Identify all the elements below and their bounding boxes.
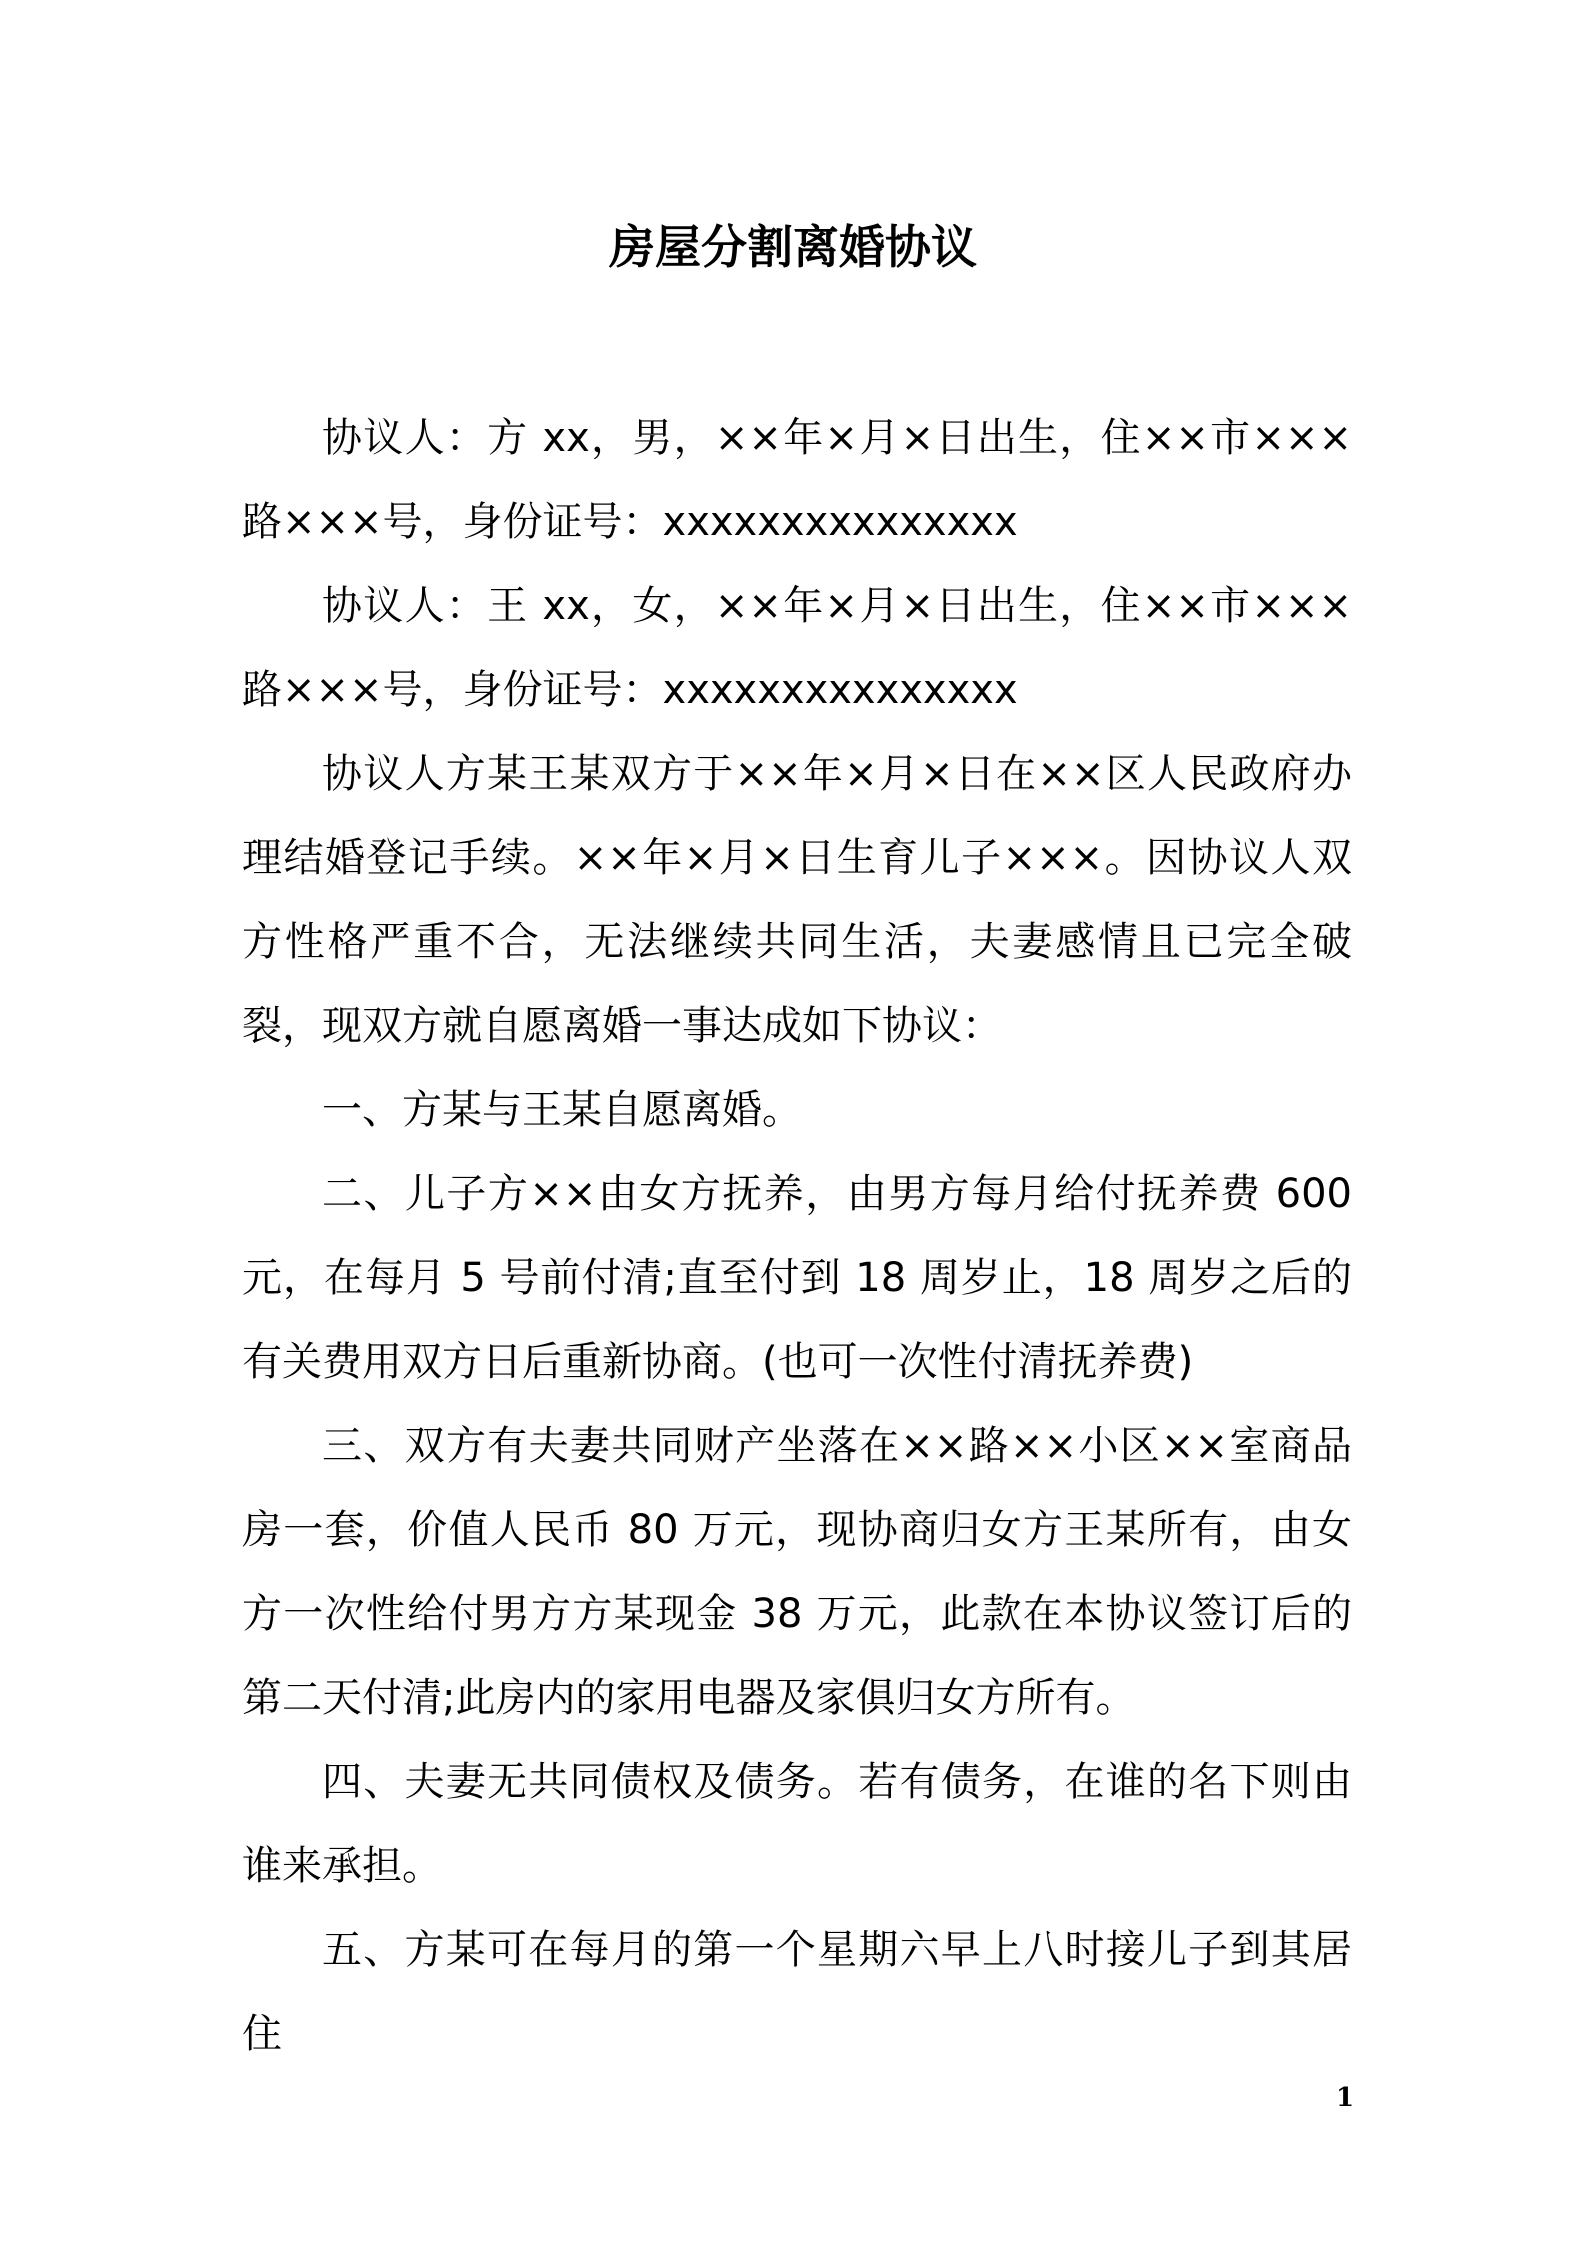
party-paragraph-male: 协议人：方 xx，男，××年×月×日出生，住××市×××路×××号，身份证号：xxxxxxxxxxxxxxx: [242, 415, 1352, 545]
party-paragraph-female: 协议人：王 xx，女，××年×月×日出生，住××市×××路×××号，身份证号：xxxxxxxxxxxxxxx: [242, 583, 1352, 713]
document-title: 房屋分割离婚协议: [609, 220, 977, 274]
clause-4: 四、夫妻无共同债权及债务。若有债务，在谁的名下则由谁来承担。: [242, 1759, 1352, 1889]
clause-1: 一、方某与王某自愿离婚。: [322, 1087, 802, 1133]
clause-5: 五、方某可在每月的第一个星期六早上八时接儿子到其居住: [242, 1927, 1352, 2057]
background-paragraph: 协议人方某王某双方于××年×月×日在××区人民政府办理结婚登记手续。××年×月×日生育儿子×××。因协议人双方性格严重不合，无法继续共同生活，夫妻感情且已完全破裂，现双方就自愿离婚一事达成如下协议：: [242, 751, 1352, 1049]
clause-3: 三、双方有夫妻共同财产坐落在××路××小区××室商品房一套，价值人民币 80 万元，现协商归女方王某所有，由女方一次性给付男方方某现金 38 万元，此款在本协议签订后的第二天付清;此房内的家用电器及家俱归女方所有。: [242, 1423, 1352, 1721]
clause-2: 二、儿子方××由女方抚养，由男方每月给付抚养费 600 元，在每月 5 号前付清;直至付到 18 周岁止，18 周岁之后的有关费用双方日后重新协商。(也可一次性付清抚养费): [242, 1171, 1352, 1385]
page-number: 1: [1335, 2083, 1355, 2113]
document-body: [242, 396, 1352, 2076]
